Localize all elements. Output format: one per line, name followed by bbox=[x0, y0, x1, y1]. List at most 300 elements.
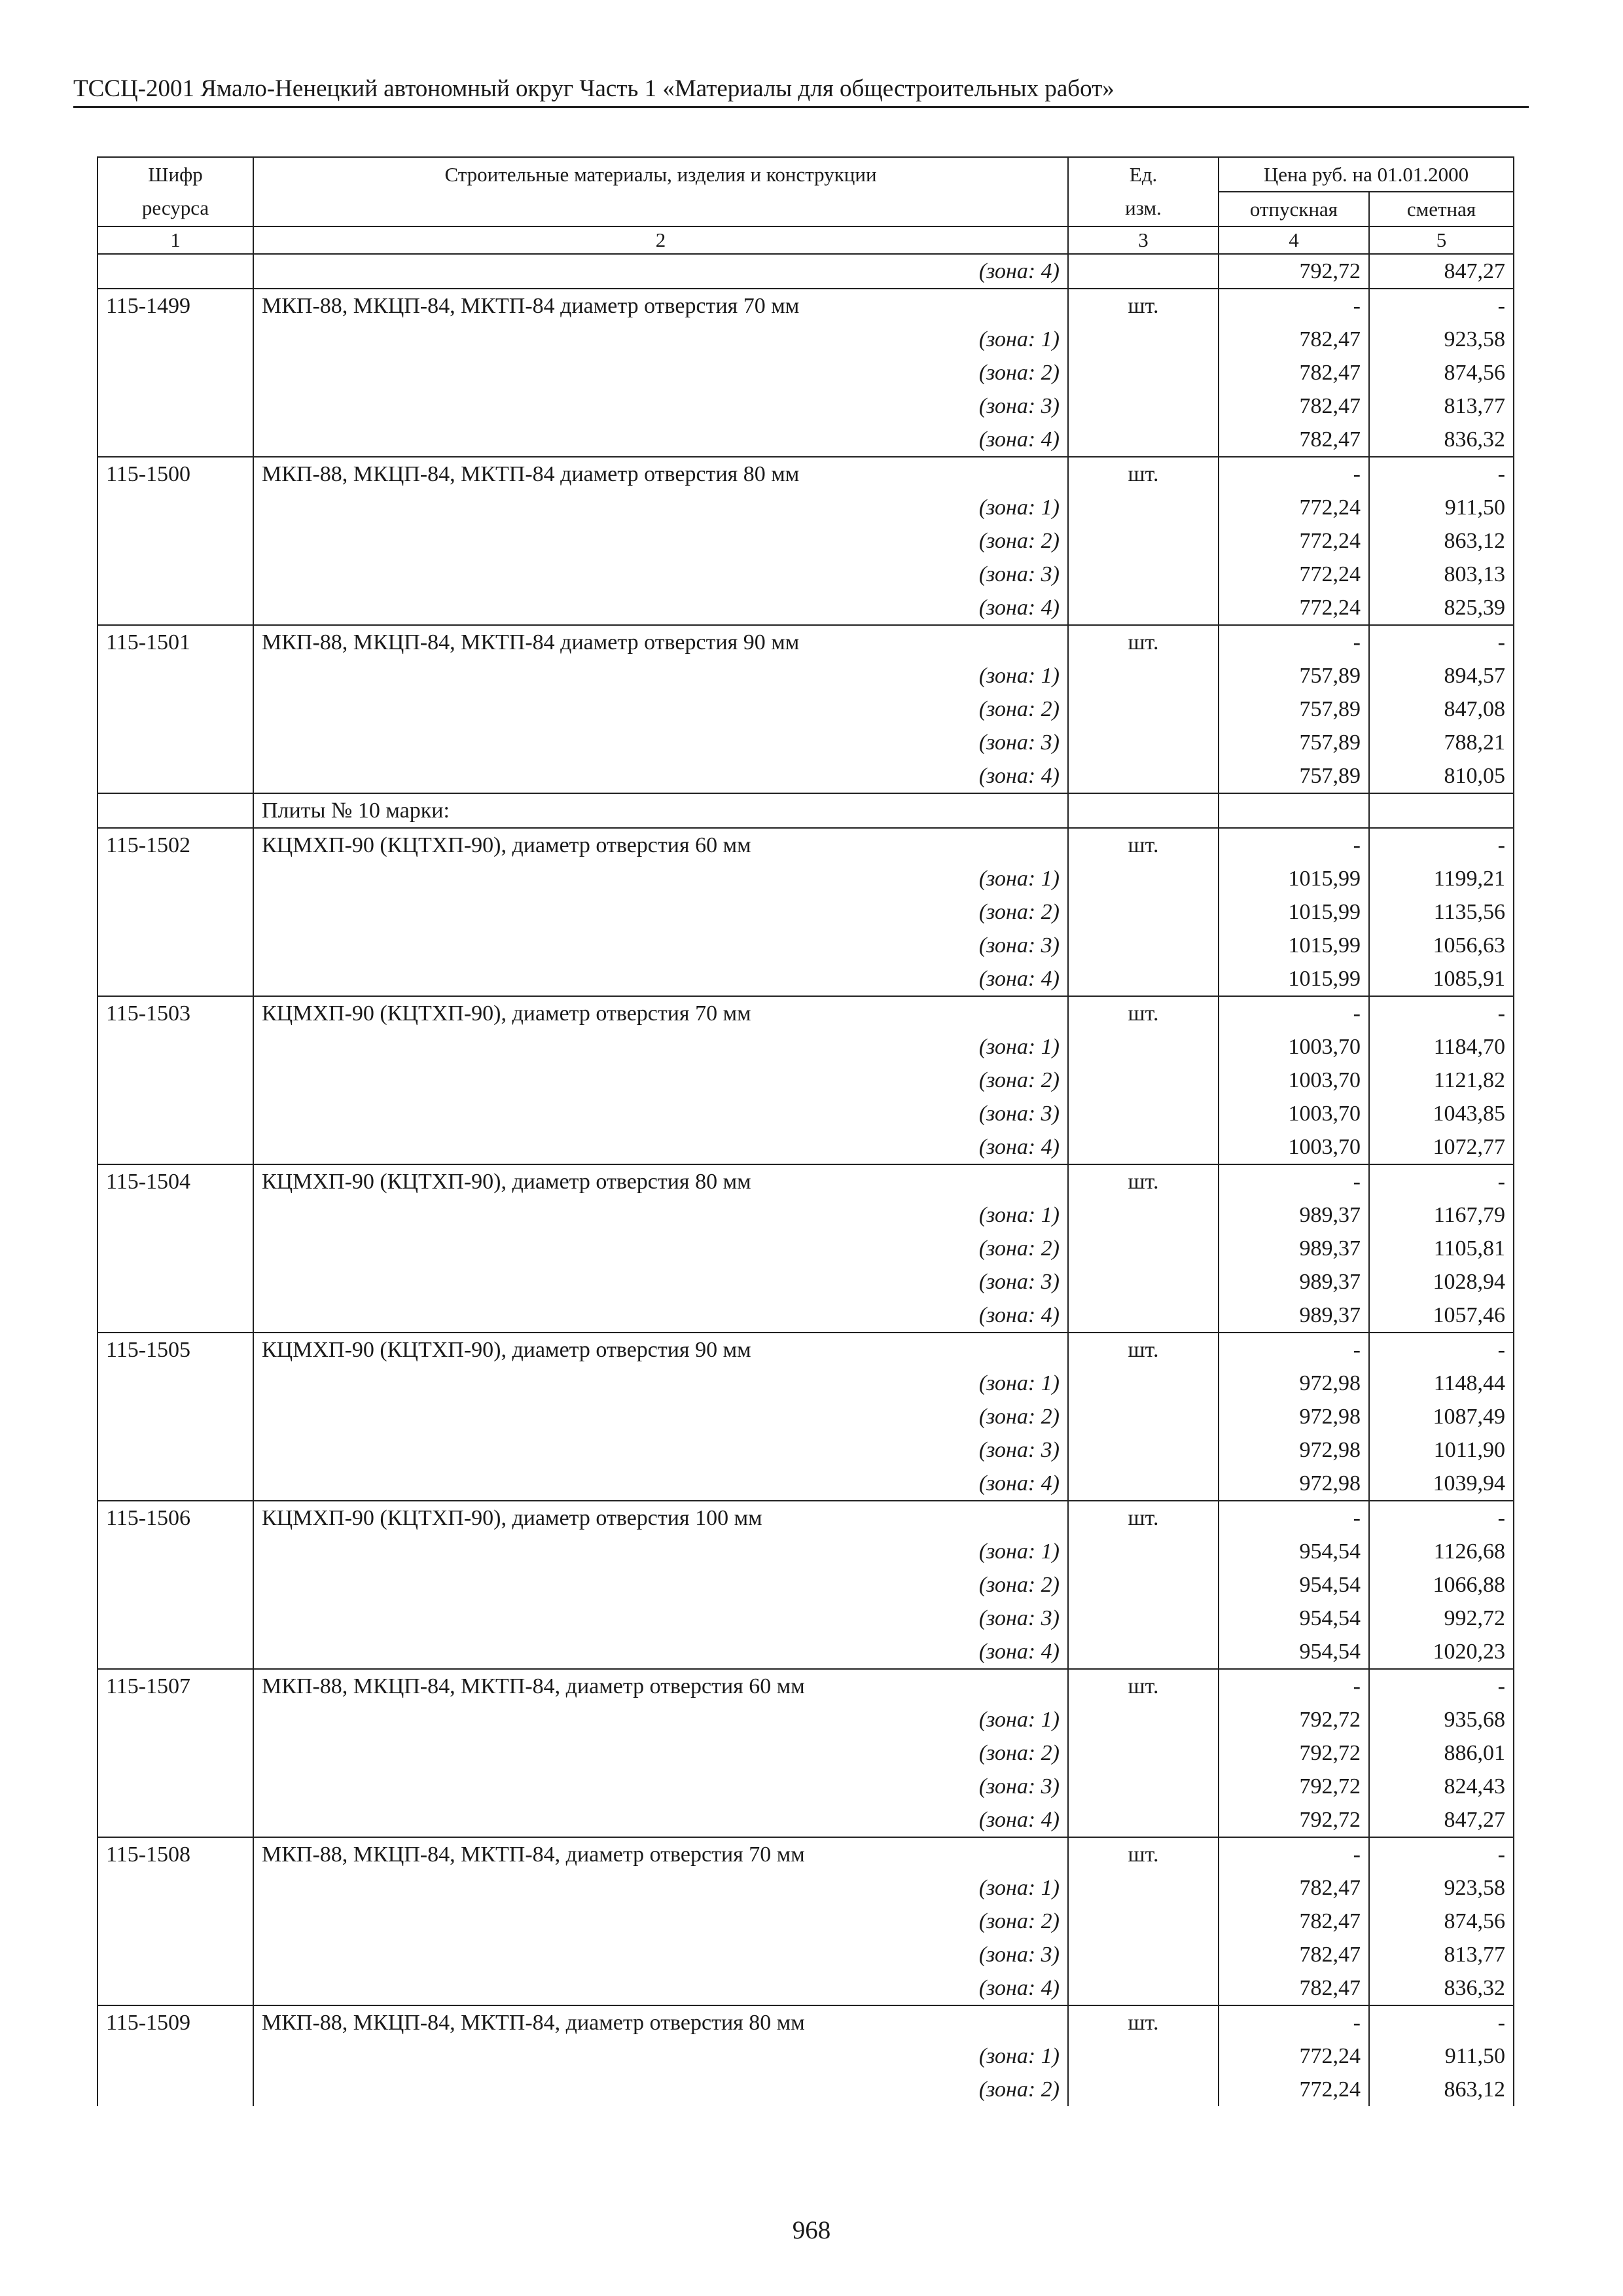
resource-name: КЦМХП-90 (КЦТХП-90), диаметр отверстия 70 мм bbox=[253, 996, 1068, 1030]
release-price: 782,47 bbox=[1219, 1971, 1369, 2005]
zone-row bbox=[98, 1803, 1514, 1837]
zone-row bbox=[98, 1905, 1514, 1938]
resource-name: КЦМХП-90 (КЦТХП-90), диаметр отверстия 100 мм bbox=[253, 1501, 1068, 1535]
estimate-price: - bbox=[1369, 996, 1514, 1030]
empty-cell bbox=[98, 356, 253, 389]
empty-cell bbox=[98, 1703, 253, 1736]
empty-cell bbox=[98, 1602, 253, 1635]
resource-unit: шт. bbox=[1068, 2005, 1219, 2039]
empty-cell bbox=[1068, 1367, 1219, 1400]
estimate-price: 1072,77 bbox=[1369, 1130, 1514, 1164]
estimate-price: 813,77 bbox=[1369, 389, 1514, 423]
resource-row bbox=[98, 1837, 1514, 1871]
zone-row bbox=[98, 962, 1514, 996]
continuation-row bbox=[98, 254, 1514, 289]
empty-cell bbox=[98, 1905, 253, 1938]
empty-cell bbox=[1068, 323, 1219, 356]
page-number: 968 bbox=[792, 2216, 831, 2244]
estimate-price: - bbox=[1369, 1669, 1514, 1703]
estimate-price: 923,58 bbox=[1369, 1871, 1514, 1905]
resource-row bbox=[98, 1164, 1514, 1198]
empty-cell bbox=[98, 1030, 253, 1064]
zone-label: (зона: 3) bbox=[253, 1938, 1068, 1971]
zone-label: (зона: 4) bbox=[253, 962, 1068, 996]
empty-cell bbox=[1068, 1736, 1219, 1770]
estimate-price: 1087,49 bbox=[1369, 1400, 1514, 1433]
zone-row bbox=[98, 558, 1514, 591]
zone-label: (зона: 1) bbox=[253, 491, 1068, 524]
resource-code: 115-1501 bbox=[98, 625, 253, 659]
release-price: - bbox=[1219, 1669, 1369, 1703]
resource-unit: шт. bbox=[1068, 1333, 1219, 1367]
empty-cell bbox=[98, 726, 253, 759]
release-price: 954,54 bbox=[1219, 1635, 1369, 1669]
estimate-price: - bbox=[1369, 1164, 1514, 1198]
release-price: 1003,70 bbox=[1219, 1097, 1369, 1130]
resource-row bbox=[98, 2005, 1514, 2039]
resource-row bbox=[98, 996, 1514, 1030]
estimate-price: - bbox=[1369, 289, 1514, 323]
zone-row bbox=[98, 895, 1514, 929]
zone-label: (зона: 1) bbox=[253, 1198, 1068, 1232]
empty-cell bbox=[1068, 2039, 1219, 2073]
estimate-price: 935,68 bbox=[1369, 1703, 1514, 1736]
release-price: 772,24 bbox=[1219, 524, 1369, 558]
estimate-price: 788,21 bbox=[1369, 726, 1514, 759]
estimate-price: 1126,68 bbox=[1369, 1535, 1514, 1568]
release-price: 792,72 bbox=[1219, 1770, 1369, 1803]
zone-label: (зона: 4) bbox=[253, 1299, 1068, 1333]
zone-row bbox=[98, 2073, 1514, 2106]
empty-cell bbox=[1068, 558, 1219, 591]
zone-row bbox=[98, 929, 1514, 962]
zone-row bbox=[98, 1198, 1514, 1232]
estimate-price: 847,27 bbox=[1369, 254, 1514, 289]
release-price: 972,98 bbox=[1219, 1367, 1369, 1400]
zone-row bbox=[98, 1064, 1514, 1097]
zone-row bbox=[98, 692, 1514, 726]
empty-cell bbox=[1068, 1971, 1219, 2005]
zone-row bbox=[98, 591, 1514, 625]
release-price: 972,98 bbox=[1219, 1400, 1369, 1433]
release-price: 782,47 bbox=[1219, 423, 1369, 457]
estimate-price: - bbox=[1369, 457, 1514, 491]
zone-label: (зона: 2) bbox=[253, 895, 1068, 929]
release-price: 792,72 bbox=[1219, 254, 1369, 289]
release-price: 772,24 bbox=[1219, 2073, 1369, 2106]
release-price: 782,47 bbox=[1219, 1938, 1369, 1971]
empty-cell bbox=[1068, 1535, 1219, 1568]
empty-cell bbox=[1068, 793, 1219, 828]
estimate-price: - bbox=[1369, 1837, 1514, 1871]
empty-cell bbox=[1068, 1030, 1219, 1064]
estimate-price: 1020,23 bbox=[1369, 1635, 1514, 1669]
zone-label: (зона: 2) bbox=[253, 1400, 1068, 1433]
empty-cell bbox=[1219, 793, 1369, 828]
release-price: 782,47 bbox=[1219, 323, 1369, 356]
empty-cell bbox=[98, 1467, 253, 1501]
zone-label: (зона: 4) bbox=[253, 1971, 1068, 2005]
empty-cell bbox=[1068, 1064, 1219, 1097]
release-price: 989,37 bbox=[1219, 1198, 1369, 1232]
empty-cell bbox=[1068, 759, 1219, 793]
empty-cell bbox=[1068, 389, 1219, 423]
empty-cell bbox=[1068, 1803, 1219, 1837]
release-price: 772,24 bbox=[1219, 591, 1369, 625]
empty-cell bbox=[1068, 1433, 1219, 1467]
empty-cell bbox=[98, 591, 253, 625]
empty-cell bbox=[98, 793, 253, 828]
empty-cell bbox=[98, 1871, 253, 1905]
resource-code: 115-1508 bbox=[98, 1837, 253, 1871]
release-price: 757,89 bbox=[1219, 759, 1369, 793]
estimate-price: 813,77 bbox=[1369, 1938, 1514, 1971]
zone-label: (зона: 4) bbox=[253, 1130, 1068, 1164]
estimate-price: 803,13 bbox=[1369, 558, 1514, 591]
estimate-price: - bbox=[1369, 828, 1514, 862]
empty-cell bbox=[98, 1367, 253, 1400]
empty-cell bbox=[1068, 895, 1219, 929]
estimate-price: - bbox=[1369, 625, 1514, 659]
empty-cell bbox=[98, 1232, 253, 1265]
release-price: 782,47 bbox=[1219, 389, 1369, 423]
resource-name: МКП-88, МКЦП-84, МКТП-84 диаметр отверстия 70 мм bbox=[253, 289, 1068, 323]
zone-label: (зона: 4) bbox=[253, 591, 1068, 625]
col-header-code: Шифр ресурса bbox=[98, 157, 253, 226]
release-price: - bbox=[1219, 1164, 1369, 1198]
zone-row bbox=[98, 862, 1514, 895]
zone-row bbox=[98, 1568, 1514, 1602]
empty-cell bbox=[98, 659, 253, 692]
zone-label: (зона: 1) bbox=[253, 1535, 1068, 1568]
empty-cell bbox=[98, 929, 253, 962]
empty-cell bbox=[98, 1265, 253, 1299]
zone-row bbox=[98, 659, 1514, 692]
empty-cell bbox=[1369, 793, 1514, 828]
release-price: 772,24 bbox=[1219, 491, 1369, 524]
zone-label: (зона: 1) bbox=[253, 1703, 1068, 1736]
empty-cell bbox=[98, 323, 253, 356]
col-number: 3 bbox=[1068, 226, 1219, 254]
estimate-price: 1148,44 bbox=[1369, 1367, 1514, 1400]
estimate-price: 1184,70 bbox=[1369, 1030, 1514, 1064]
estimate-price: 1135,56 bbox=[1369, 895, 1514, 929]
zone-row bbox=[98, 389, 1514, 423]
estimate-price: 874,56 bbox=[1369, 356, 1514, 389]
zone-label: (зона: 2) bbox=[253, 2073, 1068, 2106]
col-header-release: отпускная bbox=[1219, 192, 1369, 226]
empty-cell bbox=[98, 1097, 253, 1130]
empty-cell bbox=[98, 1064, 253, 1097]
release-price: 782,47 bbox=[1219, 1871, 1369, 1905]
empty-cell bbox=[1068, 1905, 1219, 1938]
estimate-price: 1105,81 bbox=[1369, 1232, 1514, 1265]
release-price: 1003,70 bbox=[1219, 1064, 1369, 1097]
zone-label: (зона: 1) bbox=[253, 1367, 1068, 1400]
estimate-price: 1085,91 bbox=[1369, 962, 1514, 996]
estimate-price: 1028,94 bbox=[1369, 1265, 1514, 1299]
empty-cell bbox=[98, 1736, 253, 1770]
zone-row bbox=[98, 1232, 1514, 1265]
zone-row bbox=[98, 1467, 1514, 1501]
zone-label: (зона: 3) bbox=[253, 558, 1068, 591]
page-header: ТССЦ-2001 Ямало-Ненецкий автономный округ Часть 1 «Материалы для общестроительных работ» bbox=[73, 73, 1529, 108]
zone-label: (зона: 1) bbox=[253, 1030, 1068, 1064]
resource-row bbox=[98, 1333, 1514, 1367]
empty-cell bbox=[1068, 1703, 1219, 1736]
zone-label: (зона: 2) bbox=[253, 692, 1068, 726]
empty-cell bbox=[1068, 1265, 1219, 1299]
estimate-price: 1066,88 bbox=[1369, 1568, 1514, 1602]
empty-cell bbox=[98, 1299, 253, 1333]
resource-code: 115-1500 bbox=[98, 457, 253, 491]
resource-code: 115-1509 bbox=[98, 2005, 253, 2039]
release-price: 792,72 bbox=[1219, 1703, 1369, 1736]
resource-code: 115-1499 bbox=[98, 289, 253, 323]
resource-unit: шт. bbox=[1068, 1837, 1219, 1871]
empty-cell bbox=[98, 1130, 253, 1164]
zone-row bbox=[98, 2039, 1514, 2073]
release-price: 1015,99 bbox=[1219, 862, 1369, 895]
release-price: 782,47 bbox=[1219, 1905, 1369, 1938]
resource-name: МКП-88, МКЦП-84, МКТП-84, диаметр отверстия 60 мм bbox=[253, 1669, 1068, 1703]
estimate-price: 836,32 bbox=[1369, 423, 1514, 457]
empty-cell bbox=[98, 1938, 253, 1971]
zone-label: (зона: 3) bbox=[253, 389, 1068, 423]
zone-row bbox=[98, 1130, 1514, 1164]
estimate-price: 863,12 bbox=[1369, 524, 1514, 558]
empty-cell bbox=[1068, 1467, 1219, 1501]
empty-cell bbox=[1068, 591, 1219, 625]
empty-cell bbox=[98, 1400, 253, 1433]
col-number: 1 bbox=[98, 226, 253, 254]
release-price: 972,98 bbox=[1219, 1467, 1369, 1501]
zone-row bbox=[98, 524, 1514, 558]
release-price: 954,54 bbox=[1219, 1602, 1369, 1635]
release-price: 1015,99 bbox=[1219, 962, 1369, 996]
release-price: 1003,70 bbox=[1219, 1030, 1369, 1064]
empty-cell bbox=[98, 389, 253, 423]
estimate-price: 825,39 bbox=[1369, 591, 1514, 625]
resource-row bbox=[98, 625, 1514, 659]
resource-unit: шт. bbox=[1068, 1669, 1219, 1703]
release-price: 792,72 bbox=[1219, 1803, 1369, 1837]
zone-label: (зона: 1) bbox=[253, 2039, 1068, 2073]
empty-cell bbox=[1068, 1299, 1219, 1333]
col-header-price: Цена руб. на 01.01.2000 bbox=[1219, 157, 1514, 192]
zone-label: (зона: 4) bbox=[253, 1635, 1068, 1669]
estimate-price: 1011,90 bbox=[1369, 1433, 1514, 1467]
zone-row bbox=[98, 1736, 1514, 1770]
estimate-price: 894,57 bbox=[1369, 659, 1514, 692]
zone-row bbox=[98, 1097, 1514, 1130]
zone-row bbox=[98, 1602, 1514, 1635]
empty-cell bbox=[98, 423, 253, 457]
release-price: 772,24 bbox=[1219, 2039, 1369, 2073]
estimate-price: - bbox=[1369, 1333, 1514, 1367]
release-price: - bbox=[1219, 625, 1369, 659]
zone-row bbox=[98, 323, 1514, 356]
resource-row bbox=[98, 1501, 1514, 1535]
estimate-price: 1167,79 bbox=[1369, 1198, 1514, 1232]
estimate-price: 886,01 bbox=[1369, 1736, 1514, 1770]
estimate-price: - bbox=[1369, 2005, 1514, 2039]
section-row bbox=[98, 793, 1514, 828]
zone-row bbox=[98, 356, 1514, 389]
resource-code: 115-1507 bbox=[98, 1669, 253, 1703]
zone-label: (зона: 4) bbox=[253, 1803, 1068, 1837]
release-price: 772,24 bbox=[1219, 558, 1369, 591]
table-body bbox=[98, 254, 1514, 2106]
resource-unit: шт. bbox=[1068, 1501, 1219, 1535]
zone-label: (зона: 2) bbox=[253, 524, 1068, 558]
empty-cell bbox=[1068, 356, 1219, 389]
zone-label: (зона: 1) bbox=[253, 659, 1068, 692]
empty-cell bbox=[98, 895, 253, 929]
release-price: 972,98 bbox=[1219, 1433, 1369, 1467]
zone-label: (зона: 3) bbox=[253, 1433, 1068, 1467]
empty-cell bbox=[1068, 929, 1219, 962]
estimate-price: 911,50 bbox=[1369, 2039, 1514, 2073]
empty-cell bbox=[1068, 1400, 1219, 1433]
empty-cell bbox=[98, 1433, 253, 1467]
empty-cell bbox=[1068, 1198, 1219, 1232]
empty-cell bbox=[1068, 1602, 1219, 1635]
col-header-name: Строительные материалы, изделия и конструкции bbox=[253, 157, 1068, 226]
estimate-price: 992,72 bbox=[1369, 1602, 1514, 1635]
zone-label: (зона: 3) bbox=[253, 1602, 1068, 1635]
zone-label: (зона: 4) bbox=[253, 759, 1068, 793]
zone-label: (зона: 2) bbox=[253, 356, 1068, 389]
zone-label: (зона: 2) bbox=[253, 1736, 1068, 1770]
zone-row bbox=[98, 1400, 1514, 1433]
zone-row bbox=[98, 1265, 1514, 1299]
empty-cell bbox=[98, 692, 253, 726]
resource-unit: шт. bbox=[1068, 457, 1219, 491]
resource-unit: шт. bbox=[1068, 625, 1219, 659]
release-price: 757,89 bbox=[1219, 659, 1369, 692]
estimate-price: - bbox=[1369, 1501, 1514, 1535]
zone-label: (зона: 4) bbox=[253, 1467, 1068, 1501]
col-number: 2 bbox=[253, 226, 1068, 254]
estimate-price: 810,05 bbox=[1369, 759, 1514, 793]
empty-cell bbox=[1068, 1871, 1219, 1905]
resource-name: МКП-88, МКЦП-84, МКТП-84, диаметр отверстия 70 мм bbox=[253, 1837, 1068, 1871]
zone-label: (зона: 4) bbox=[253, 423, 1068, 457]
zone-label: (зона: 2) bbox=[253, 1064, 1068, 1097]
resource-code: 115-1505 bbox=[98, 1333, 253, 1367]
zone-label: (зона: 1) bbox=[253, 323, 1068, 356]
release-price: - bbox=[1219, 996, 1369, 1030]
empty-cell bbox=[98, 2073, 253, 2106]
empty-cell bbox=[98, 2039, 253, 2073]
zone-label: (зона: 3) bbox=[253, 726, 1068, 759]
resource-row bbox=[98, 828, 1514, 862]
empty-cell bbox=[98, 1803, 253, 1837]
estimate-price: 1056,63 bbox=[1369, 929, 1514, 962]
resource-name: КЦМХП-90 (КЦТХП-90), диаметр отверстия 80 мм bbox=[253, 1164, 1068, 1198]
estimate-price: 874,56 bbox=[1369, 1905, 1514, 1938]
release-price: 989,37 bbox=[1219, 1265, 1369, 1299]
empty-cell bbox=[1068, 1130, 1219, 1164]
resource-code: 115-1503 bbox=[98, 996, 253, 1030]
resource-name: МКП-88, МКЦП-84, МКТП-84, диаметр отверстия 80 мм bbox=[253, 2005, 1068, 2039]
zone-label: (зона: 3) bbox=[253, 1097, 1068, 1130]
empty-cell bbox=[1068, 491, 1219, 524]
release-price: 989,37 bbox=[1219, 1232, 1369, 1265]
estimate-price: 1043,85 bbox=[1369, 1097, 1514, 1130]
resource-unit: шт. bbox=[1068, 996, 1219, 1030]
zone-row bbox=[98, 1367, 1514, 1400]
zone-label: (зона: 1) bbox=[253, 862, 1068, 895]
empty-cell bbox=[98, 1635, 253, 1669]
release-price: 1003,70 bbox=[1219, 1130, 1369, 1164]
estimate-price: 1199,21 bbox=[1369, 862, 1514, 895]
zone-row bbox=[98, 759, 1514, 793]
release-price: - bbox=[1219, 289, 1369, 323]
col-header-unit: Ед. изм. bbox=[1068, 157, 1219, 226]
empty-cell bbox=[98, 1770, 253, 1803]
estimate-price: 1039,94 bbox=[1369, 1467, 1514, 1501]
empty-cell bbox=[1068, 1097, 1219, 1130]
release-price: 989,37 bbox=[1219, 1299, 1369, 1333]
zone-label: (зона: 2) bbox=[253, 1232, 1068, 1265]
release-price: 1015,99 bbox=[1219, 895, 1369, 929]
col-number: 4 bbox=[1219, 226, 1369, 254]
price-table bbox=[97, 156, 1514, 2106]
zone-row bbox=[98, 1535, 1514, 1568]
resource-row bbox=[98, 1669, 1514, 1703]
zone-row bbox=[98, 1871, 1514, 1905]
empty-cell bbox=[1068, 423, 1219, 457]
zone-label: (зона: 3) bbox=[253, 1265, 1068, 1299]
release-price: - bbox=[1219, 2005, 1369, 2039]
empty-cell bbox=[98, 862, 253, 895]
zone-label: (зона: 2) bbox=[253, 1568, 1068, 1602]
resource-row bbox=[98, 289, 1514, 323]
zone-row bbox=[98, 1030, 1514, 1064]
zone-row bbox=[98, 1433, 1514, 1467]
zone-label: (зона: 3) bbox=[253, 1770, 1068, 1803]
release-price: 792,72 bbox=[1219, 1736, 1369, 1770]
zone-row bbox=[98, 1703, 1514, 1736]
release-price: 757,89 bbox=[1219, 692, 1369, 726]
empty-cell bbox=[1068, 524, 1219, 558]
release-price: - bbox=[1219, 1837, 1369, 1871]
estimate-price: 824,43 bbox=[1369, 1770, 1514, 1803]
estimate-price: 911,50 bbox=[1369, 491, 1514, 524]
empty-cell bbox=[1068, 692, 1219, 726]
empty-cell bbox=[1068, 1635, 1219, 1669]
release-price: - bbox=[1219, 828, 1369, 862]
empty-cell bbox=[98, 524, 253, 558]
col-number: 5 bbox=[1369, 226, 1514, 254]
empty-cell bbox=[1068, 1568, 1219, 1602]
resource-unit: шт. bbox=[1068, 828, 1219, 862]
resource-row bbox=[98, 457, 1514, 491]
resource-name: МКП-88, МКЦП-84, МКТП-84 диаметр отверстия 90 мм bbox=[253, 625, 1068, 659]
empty-cell bbox=[1068, 1938, 1219, 1971]
estimate-price: 836,32 bbox=[1369, 1971, 1514, 2005]
zone-label: (зона: 2) bbox=[253, 1905, 1068, 1938]
estimate-price: 1057,46 bbox=[1369, 1299, 1514, 1333]
zone-row bbox=[98, 1938, 1514, 1971]
release-price: - bbox=[1219, 1501, 1369, 1535]
empty-cell bbox=[1068, 2073, 1219, 2106]
release-price: - bbox=[1219, 457, 1369, 491]
release-price: 954,54 bbox=[1219, 1568, 1369, 1602]
zone-label: (зона: 3) bbox=[253, 929, 1068, 962]
